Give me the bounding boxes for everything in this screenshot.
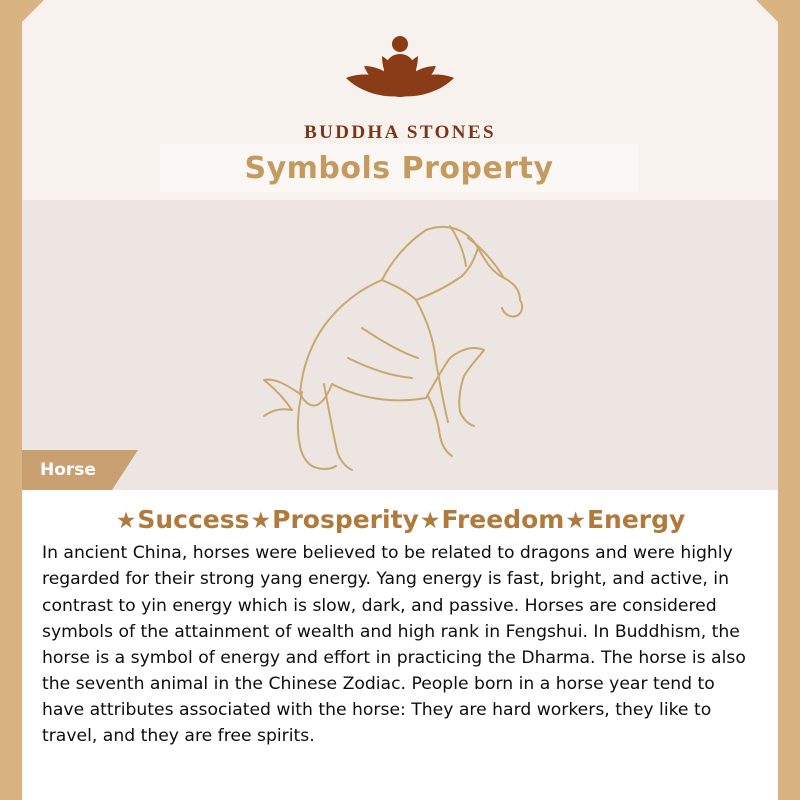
title-bar	[160, 144, 638, 192]
attribute-freedom: Freedom	[441, 505, 565, 534]
lotus-meditation-icon	[320, 18, 480, 118]
ribbon-tail	[112, 450, 138, 490]
symbol-label-ribbon	[22, 450, 138, 490]
star-icon: ★	[565, 508, 586, 534]
page-title: Symbols Property	[244, 150, 554, 186]
brand-logo	[0, 18, 800, 144]
attribute-success: Success	[137, 505, 250, 534]
star-icon: ★	[115, 508, 137, 534]
illustration-panel	[22, 200, 778, 490]
description-paragraph: In ancient China, horses were believed to be related to dragons and were highly regarded for their strong yang energy. Yang energy is fast, bright, and active, in contrast to yin energy which is slow, dark, and passive. Horses are considered symbols of the attainment of wealth and high rank in Fengshui. In Buddhism, the horse is a symbol of energy and effort in practicing the Dharma. The horse is also the seventh animal in the Chinese Zodiac. People born in a horse year tend to have attributes associated with the horse: They are hard workers, they like to travel, and they are free spirits.	[42, 543, 746, 747]
symbol-label-text: Horse	[22, 450, 112, 490]
content-panel	[22, 490, 778, 800]
brand-name: BUDDHA STONES	[304, 122, 496, 143]
attribute-prosperity: Prosperity	[272, 505, 419, 534]
attribute-energy: Energy	[586, 505, 686, 534]
star-icon: ★	[250, 508, 272, 534]
star-icon: ★	[419, 508, 441, 534]
horse-line-drawing	[212, 208, 592, 488]
attributes-line	[42, 506, 758, 534]
